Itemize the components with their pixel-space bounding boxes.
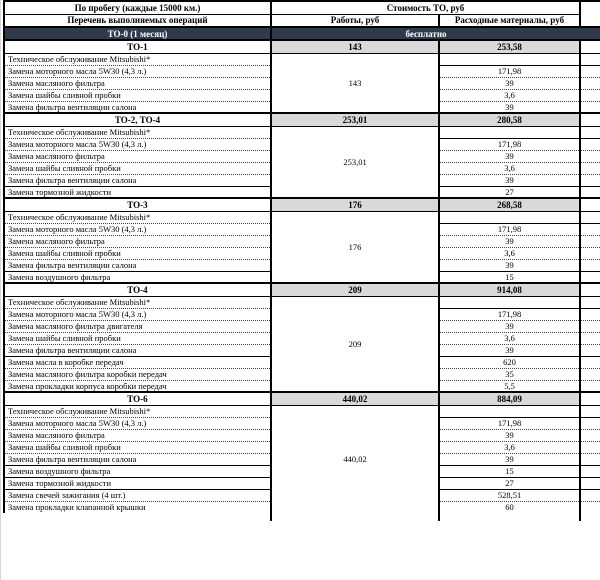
section-header-row (4, 40, 600, 53)
operation-label-cell: Замена шайбы сливной пробки (4, 247, 271, 259)
material-value-cell: 39 (439, 77, 580, 89)
operation-label-cell: Замена фильтра вентиляции салона (4, 453, 271, 465)
material-value-cell: 3,6 (439, 247, 580, 259)
strip-cell (580, 65, 600, 77)
section-header-row (4, 392, 600, 405)
operation-label-cell: Техническое обслуживание Mitsubishi* (4, 53, 271, 65)
section-title-cell: ТО-3 (4, 198, 271, 211)
header-works-cell: Работы, руб (271, 14, 439, 27)
operation-label-cell: Замена фильтра вентиляции салона (4, 101, 271, 113)
material-value-cell: 15 (439, 271, 580, 283)
strip-cell (580, 368, 600, 380)
section-strip-cell (580, 392, 600, 405)
material-value-cell: 27 (439, 477, 580, 489)
section-materials-total-cell: 280,58 (439, 113, 580, 126)
material-value-cell: 171,98 (439, 65, 580, 77)
strip-cell (580, 259, 600, 271)
material-value-cell: 171,98 (439, 223, 580, 235)
operation-row (4, 296, 600, 308)
strip-cell (580, 320, 600, 332)
operation-label-cell: Замена шайбы сливной пробки (4, 162, 271, 174)
operation-label-cell: Замена моторного масла 5W30 (4,3 л.) (4, 65, 271, 77)
header-row-2 (4, 14, 600, 27)
operation-label-cell: Замена тормозной жидкости (4, 477, 271, 489)
strip-cell (580, 465, 600, 477)
operation-label-cell: Техническое обслуживание Mitsubishi* (4, 126, 271, 138)
strip-cell (580, 344, 600, 356)
strip-cell (580, 186, 600, 198)
strip-cell (580, 441, 600, 453)
operation-label-cell: Замена фильтра вентиляции салона (4, 259, 271, 271)
operation-row (4, 405, 600, 417)
section-title-cell: ТО-4 (4, 283, 271, 296)
to0-free-cell: бесплатно (271, 27, 580, 40)
operation-label-cell: Замена шайбы сливной пробки (4, 89, 271, 101)
strip-cell (580, 332, 600, 344)
works-merged-cell: 253,01 (271, 126, 439, 198)
strip-cell (580, 101, 600, 113)
maintenance-cost-table (3, 0, 600, 513)
material-value-cell: 3,6 (439, 89, 580, 101)
operation-row (4, 211, 600, 223)
section-works-total-cell: 176 (271, 198, 439, 211)
section-works-total-cell: 143 (271, 40, 439, 53)
strip-cell (580, 247, 600, 259)
material-value-cell: 3,6 (439, 162, 580, 174)
strip-cell (580, 429, 600, 441)
material-value-cell: 3,6 (439, 441, 580, 453)
material-value-cell: 171,98 (439, 138, 580, 150)
operation-label-cell: Замена масляного фильтра (4, 77, 271, 89)
material-value-cell: 39 (439, 235, 580, 247)
operation-label-cell: Замена масляного фильтра двигателя (4, 320, 271, 332)
header-mileage-cell: По пробегу (каждые 15000 км.) (4, 1, 271, 14)
operation-row (4, 126, 600, 138)
operation-label-cell: Замена масляного фильтра коробки передач (4, 368, 271, 380)
header-materials-cell: Расходные материалы, руб (439, 14, 580, 27)
header-cost-cell: Стоимость ТО, руб (271, 1, 580, 14)
strip-cell (580, 271, 600, 283)
strip-cell (580, 296, 600, 308)
header-operations-cell: Перечень выполняемых операций (4, 14, 271, 27)
operation-label-cell: Замена прокладки клапанной крышки (4, 501, 271, 513)
material-value-cell (439, 126, 580, 138)
strip-cell (580, 150, 600, 162)
material-value-cell: 171,98 (439, 308, 580, 320)
operation-label-cell: Замена тормозной жидкости (4, 186, 271, 198)
strip-cell (580, 174, 600, 186)
works-merged-cell: 143 (271, 53, 439, 113)
strip-cell (580, 380, 600, 392)
section-materials-total-cell: 884,09 (439, 392, 580, 405)
material-value-cell: 5,5 (439, 380, 580, 392)
section-materials-total-cell: 268,58 (439, 198, 580, 211)
operation-label-cell: Замена моторного масла 5W30 (4,3 л.) (4, 417, 271, 429)
operation-label-cell: Замена шайбы сливной пробки (4, 332, 271, 344)
material-value-cell: 27 (439, 186, 580, 198)
operation-label-cell: Замена моторного масла 5W30 (4,3 л.) (4, 138, 271, 150)
operation-label-cell: Техническое обслуживание Mitsubishi* (4, 405, 271, 417)
works-merged-cell: 209 (271, 296, 439, 392)
material-value-cell: 60 (439, 501, 580, 513)
works-merged-cell: 176 (271, 211, 439, 283)
strip-cell (580, 405, 600, 417)
section-header-row (4, 198, 600, 211)
material-value-cell: 39 (439, 174, 580, 186)
section-works-total-cell: 209 (271, 283, 439, 296)
section-title-cell: ТО-6 (4, 392, 271, 405)
material-value-cell: 15 (439, 465, 580, 477)
strip-cell (580, 77, 600, 89)
header-red-cell (580, 1, 600, 27)
operation-row (4, 53, 600, 65)
strip-cell (580, 356, 600, 368)
material-value-cell: 39 (439, 150, 580, 162)
section-works-total-cell: 253,01 (271, 113, 439, 126)
operation-label-cell: Замена моторного масла 5W30 (4,3 л.) (4, 223, 271, 235)
section-header-row (4, 113, 600, 126)
to0-label-cell: ТО-0 (1 месяц) (4, 27, 271, 40)
operation-label-cell: Замена масла в коробке передач (4, 356, 271, 368)
strip-cell (580, 126, 600, 138)
section-strip-cell (580, 40, 600, 53)
material-value-cell: 35 (439, 368, 580, 380)
to0-strip-cell (580, 27, 600, 40)
material-value-cell (439, 296, 580, 308)
section-title-cell: ТО-2, ТО-4 (4, 113, 271, 126)
operation-label-cell: Техническое обслуживание Mitsubishi* (4, 211, 271, 223)
material-value-cell: 39 (439, 259, 580, 271)
operation-label-cell: Замена фильтра вентиляции салона (4, 344, 271, 356)
strip-cell (580, 235, 600, 247)
strip-cell (580, 501, 600, 513)
material-value-cell: 3,6 (439, 332, 580, 344)
material-value-cell: 39 (439, 453, 580, 465)
operation-label-cell: Замена моторного масла 5W30 (4,3 л.) (4, 308, 271, 320)
section-materials-total-cell: 914,08 (439, 283, 580, 296)
works-merged-cell: 440,02 (271, 405, 439, 513)
strip-cell (580, 489, 600, 501)
strip-cell (580, 53, 600, 65)
strip-cell (580, 417, 600, 429)
strip-cell (580, 477, 600, 489)
material-value-cell (439, 53, 580, 65)
section-strip-cell (580, 283, 600, 296)
strip-cell (580, 453, 600, 465)
section-strip-cell (580, 113, 600, 126)
section-materials-total-cell: 253,58 (439, 40, 580, 53)
table-continuation-stub (3, 513, 600, 521)
strip-cell (580, 89, 600, 101)
material-value-cell: 39 (439, 429, 580, 441)
material-value-cell (439, 405, 580, 417)
to0-row (4, 27, 600, 40)
material-value-cell: 620 (439, 356, 580, 368)
operation-label-cell: Замена фильтра вентиляции салона (4, 174, 271, 186)
material-value-cell (439, 211, 580, 223)
material-value-cell: 171,98 (439, 417, 580, 429)
operation-label-cell: Замена масляного фильтра (4, 429, 271, 441)
section-strip-cell (580, 198, 600, 211)
operation-label-cell: Техническое обслуживание Mitsubishi* (4, 296, 271, 308)
material-value-cell: 39 (439, 101, 580, 113)
operation-label-cell: Замена воздушного фильтра (4, 465, 271, 477)
header-row-1 (4, 1, 600, 14)
operation-label-cell: Замена масляного фильтра (4, 235, 271, 247)
section-title-cell: ТО-1 (4, 40, 271, 53)
material-value-cell: 528,51 (439, 489, 580, 501)
operation-label-cell: Замена масляного фильтра (4, 150, 271, 162)
section-header-row (4, 283, 600, 296)
material-value-cell: 39 (439, 344, 580, 356)
operation-label-cell: Замена воздушного фильтра (4, 271, 271, 283)
operation-label-cell: Замена прокладки корпуса коробки передач (4, 380, 271, 392)
section-works-total-cell: 440,02 (271, 392, 439, 405)
strip-cell (580, 308, 600, 320)
strip-cell (580, 138, 600, 150)
strip-cell (580, 211, 600, 223)
material-value-cell: 39 (439, 320, 580, 332)
operation-label-cell: Замена шайбы сливной пробки (4, 441, 271, 453)
operation-label-cell: Замена свечей зажигания (4 шт.) (4, 489, 271, 501)
strip-cell (580, 162, 600, 174)
strip-cell (580, 223, 600, 235)
